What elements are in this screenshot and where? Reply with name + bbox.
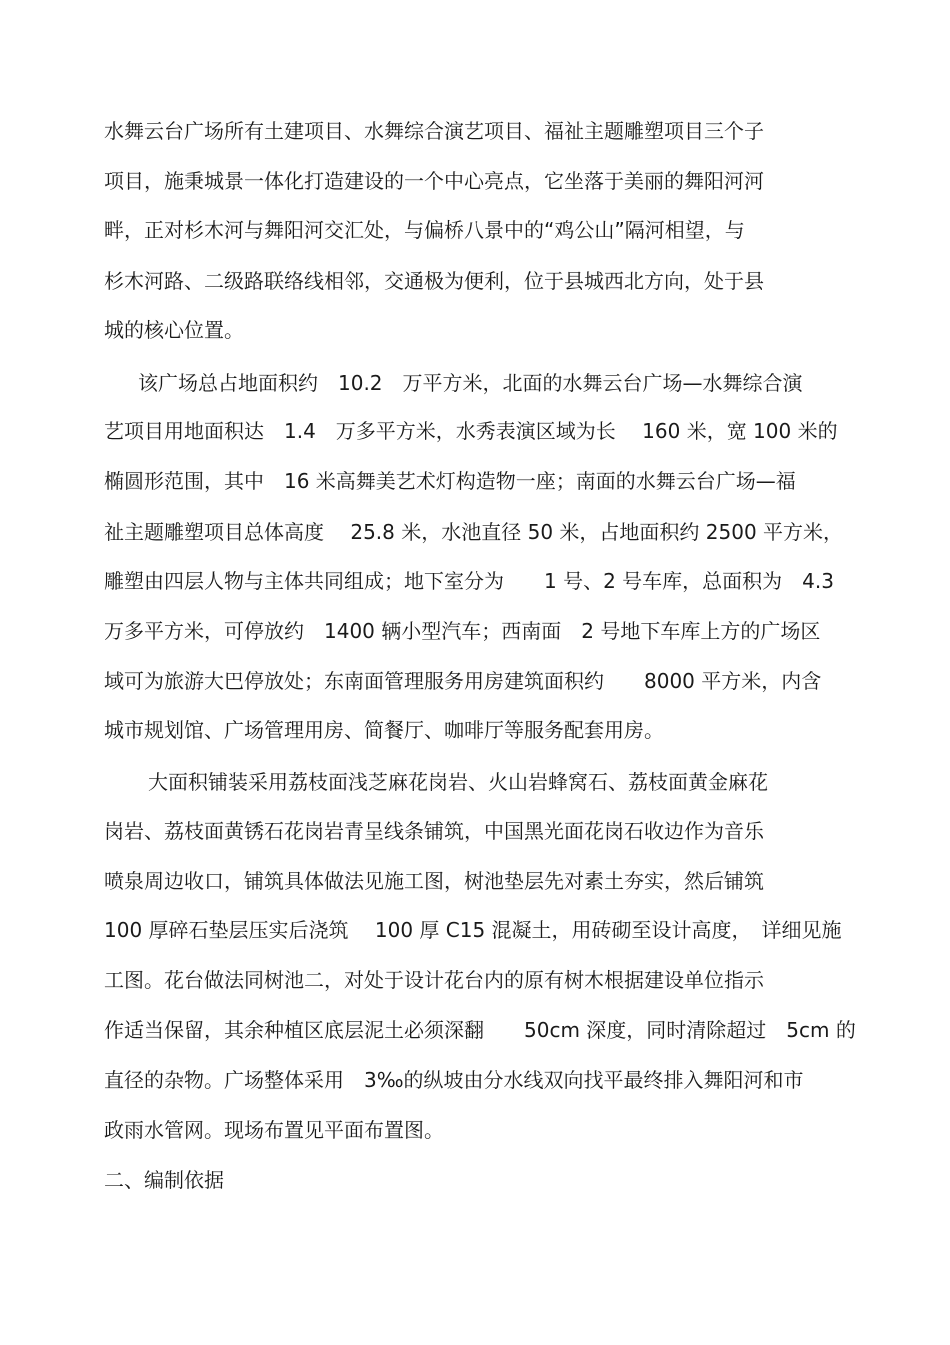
paragraph3-line-6: 作适当保留，其余种植区底层泥土必须深翻 50cm 深度，同时清除超过 5cm 的: [104, 1018, 856, 1042]
section-heading: 二、编制依据: [104, 1168, 224, 1192]
paragraph2-line-4: 祉主题雕塑项目总体高度 25.8 米，水池直径 50 米，占地面积约 2500 平方米，: [104, 520, 844, 544]
paragraph3-line-5: 工图。花台做法同树池二，对处于设计花台内的原有树木根据建设单位指示: [104, 968, 764, 992]
paragraph2-line-3: 椭圆形范围，其中 16 米高舞美艺术灯构造物一座；南面的水舞云台广场—福: [104, 469, 796, 493]
paragraph2-line-7: 域可为旅游大巴停放处；东南面管理服务用房建筑面积约 8000 平方米，内含: [104, 669, 822, 693]
paragraph2-line-5: 雕塑由四层人物与主体共同组成；地下室分为 1 号、2 号车库，总面积为 4.3: [104, 569, 834, 593]
paragraph3-line-3: 喷泉周边收口，铺筑具体做法见施工图，树池垫层先对素土夯实，然后铺筑: [104, 869, 764, 893]
paragraph3-line-4: 100 厚碎石垫层压实后浇筑 100 厚 C15 混凝土，用砖砌至设计高度， 详细见施: [104, 918, 842, 942]
paragraph3-line-1: 大面积铺装采用荔枝面浅芝麻花岗岩、火山岩蜂窝石、荔枝面黄金麻花: [148, 770, 768, 794]
paragraph2-line-6: 万多平方米，可停放约 1400 辆小型汽车；西南面 2 号地下车库上方的广场区: [104, 619, 821, 643]
paragraph1-line-4: 杉木河路、二级路联络线相邻，交通极为便利，位于县城西北方向，处于县: [104, 269, 764, 293]
paragraph3-line-7: 直径的杂物。广场整体采用 3‰的纵坡由分水线双向找平最终排入舞阳河和市: [104, 1068, 804, 1092]
paragraph2-line-2: 艺项目用地面积达 1.4 万多平方米，水秀表演区域为长 160 米，宽 100 米的: [104, 419, 838, 443]
paragraph2-line-8: 城市规划馆、广场管理用房、简餐厅、咖啡厅等服务配套用房。: [104, 718, 664, 742]
paragraph3-line-8: 政雨水管网。现场布置见平面布置图。: [104, 1118, 444, 1142]
paragraph1-line-5: 城的核心位置。: [104, 318, 244, 342]
paragraph1-line-2: 项目，施秉城景一体化打造建设的一个中心亮点，它坐落于美丽的舞阳河河: [104, 169, 764, 193]
paragraph2-line-1: 该广场总占地面积约 10.2 万平方米，北面的水舞云台广场—水舞综合演: [138, 371, 803, 395]
paragraph1-line-1: 水舞云台广场所有土建项目、水舞综合演艺项目、福祉主题雕塑项目三个子: [104, 119, 764, 143]
paragraph1-line-3: 畔，正对杉木河与舞阳河交汇处，与偏桥八景中的“鸡公山”隔河相望，与: [104, 218, 745, 242]
paragraph3-line-2: 岗岩、荔枝面黄锈石花岗岩青呈线条铺筑，中国黑光面花岗石收边作为音乐: [104, 819, 764, 843]
